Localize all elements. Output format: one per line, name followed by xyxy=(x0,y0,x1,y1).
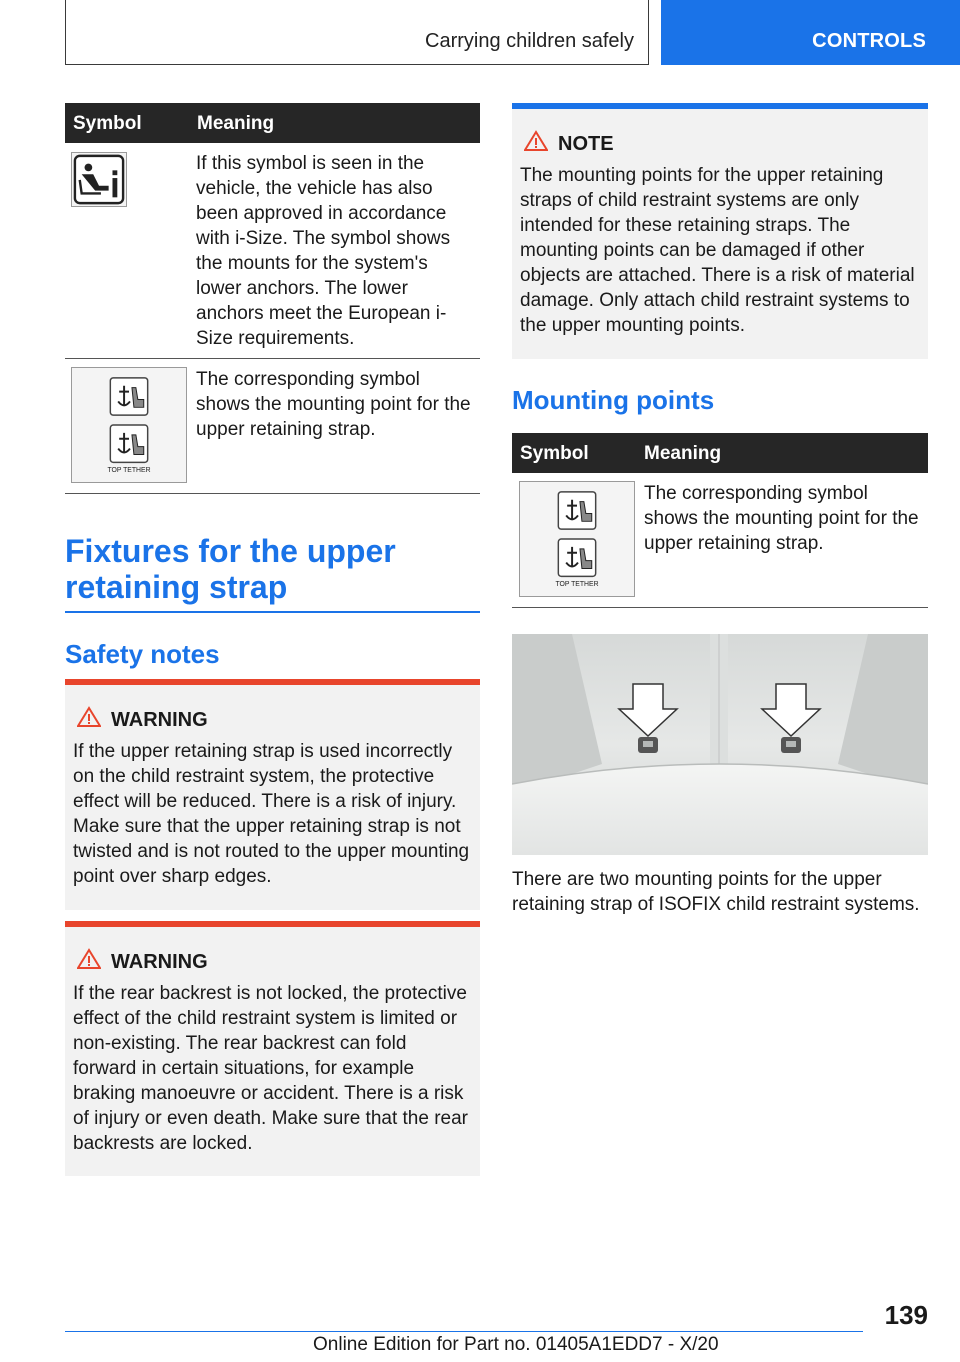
warning-bar xyxy=(65,679,480,685)
note-bar xyxy=(512,103,928,109)
warning-bar xyxy=(65,921,480,927)
meaning-column-header: Meaning xyxy=(197,113,275,134)
header-section-title: Carrying children safely xyxy=(425,30,634,52)
mounting-points-illustration xyxy=(512,634,928,855)
section-title-rule xyxy=(65,611,480,613)
top-tether-caption: TOP TETHER xyxy=(107,467,151,475)
symbol-column-header: Symbol xyxy=(73,113,142,134)
top-tether-symbol-meaning: The corresponding symbol shows the mounting point for the upper retaining strap. xyxy=(196,369,471,440)
top-tether-anchor-icon xyxy=(71,367,187,483)
table-row-divider xyxy=(512,607,928,608)
warning-text: If the rear backrest is not locked, the protective effect of the child restraint system is limited or non-existing. The rear backrest can fold forward in certain situations, for example braking manoeuvre or accident. There is a risk of injury or even death. Make sure that the rear backrests are locked. xyxy=(73,983,468,1154)
warning-triangle-icon xyxy=(77,706,101,728)
mounting-symbol-meaning: The corresponding symbol shows the mounting point for the upper retaining strap. xyxy=(644,483,919,554)
warning-text: If the upper retaining strap is used incorrectly on the child restraint system, the protective effect will be reduced. There is a risk of injury. Make sure that the upper retaining strap is not twisted and is not routed to the upper mounting point over sharp edges. xyxy=(73,741,470,887)
table-row-divider xyxy=(65,358,480,359)
footer-rule xyxy=(65,1331,863,1332)
page-number: 139 xyxy=(884,1300,928,1330)
warning-triangle-icon xyxy=(77,948,101,970)
caution-triangle-icon xyxy=(524,130,548,152)
note-text: The mounting points for the upper retaining straps of child restraint systems are only intended for these retaining straps. The mounting points can be damaged if other objects are attached. There is a risk of material damage. Only attach child restraint systems to the upper mounting points. xyxy=(520,165,915,336)
isize-child-seat-icon xyxy=(71,152,127,207)
header-section-tab xyxy=(65,0,649,65)
top-tether-caption: TOP TETHER xyxy=(555,581,599,589)
meaning-column-header: Meaning xyxy=(644,443,722,464)
warning-label: WARNING xyxy=(111,951,208,973)
note-label: NOTE xyxy=(558,133,614,155)
symbol-table-header xyxy=(65,103,480,143)
safety-notes-heading: Safety notes xyxy=(65,639,220,669)
symbol-column-header: Symbol xyxy=(520,443,589,464)
section-title: Fixtures for the upper retaining strap xyxy=(65,533,396,605)
note-box xyxy=(512,103,928,359)
warning-box xyxy=(65,921,480,1176)
header-chapter-tab xyxy=(661,0,960,65)
header-chapter-title: CONTROLS xyxy=(812,30,926,52)
isize-symbol-meaning: If this symbol is seen in the vehicle, the vehicle has also been approved in accordance with i-Size. The symbol shows the mounts for the system's lower anchors. The lower anchors meet the European i-Size requirements. xyxy=(196,153,451,349)
mounting-points-caption: There are two mounting points for the upper retaining strap of ISOFIX child restraint systems. xyxy=(512,869,920,915)
footer-edition: Online Edition for Part no. 01405A1EDD7 - X/20 xyxy=(313,1334,719,1355)
warning-label: WARNING xyxy=(111,709,208,731)
top-tether-anchor-icon xyxy=(519,481,635,597)
table-row-divider xyxy=(65,493,480,494)
mounting-table-header xyxy=(512,433,928,473)
mounting-points-heading: Mounting points xyxy=(512,385,715,415)
warning-box xyxy=(65,679,480,910)
